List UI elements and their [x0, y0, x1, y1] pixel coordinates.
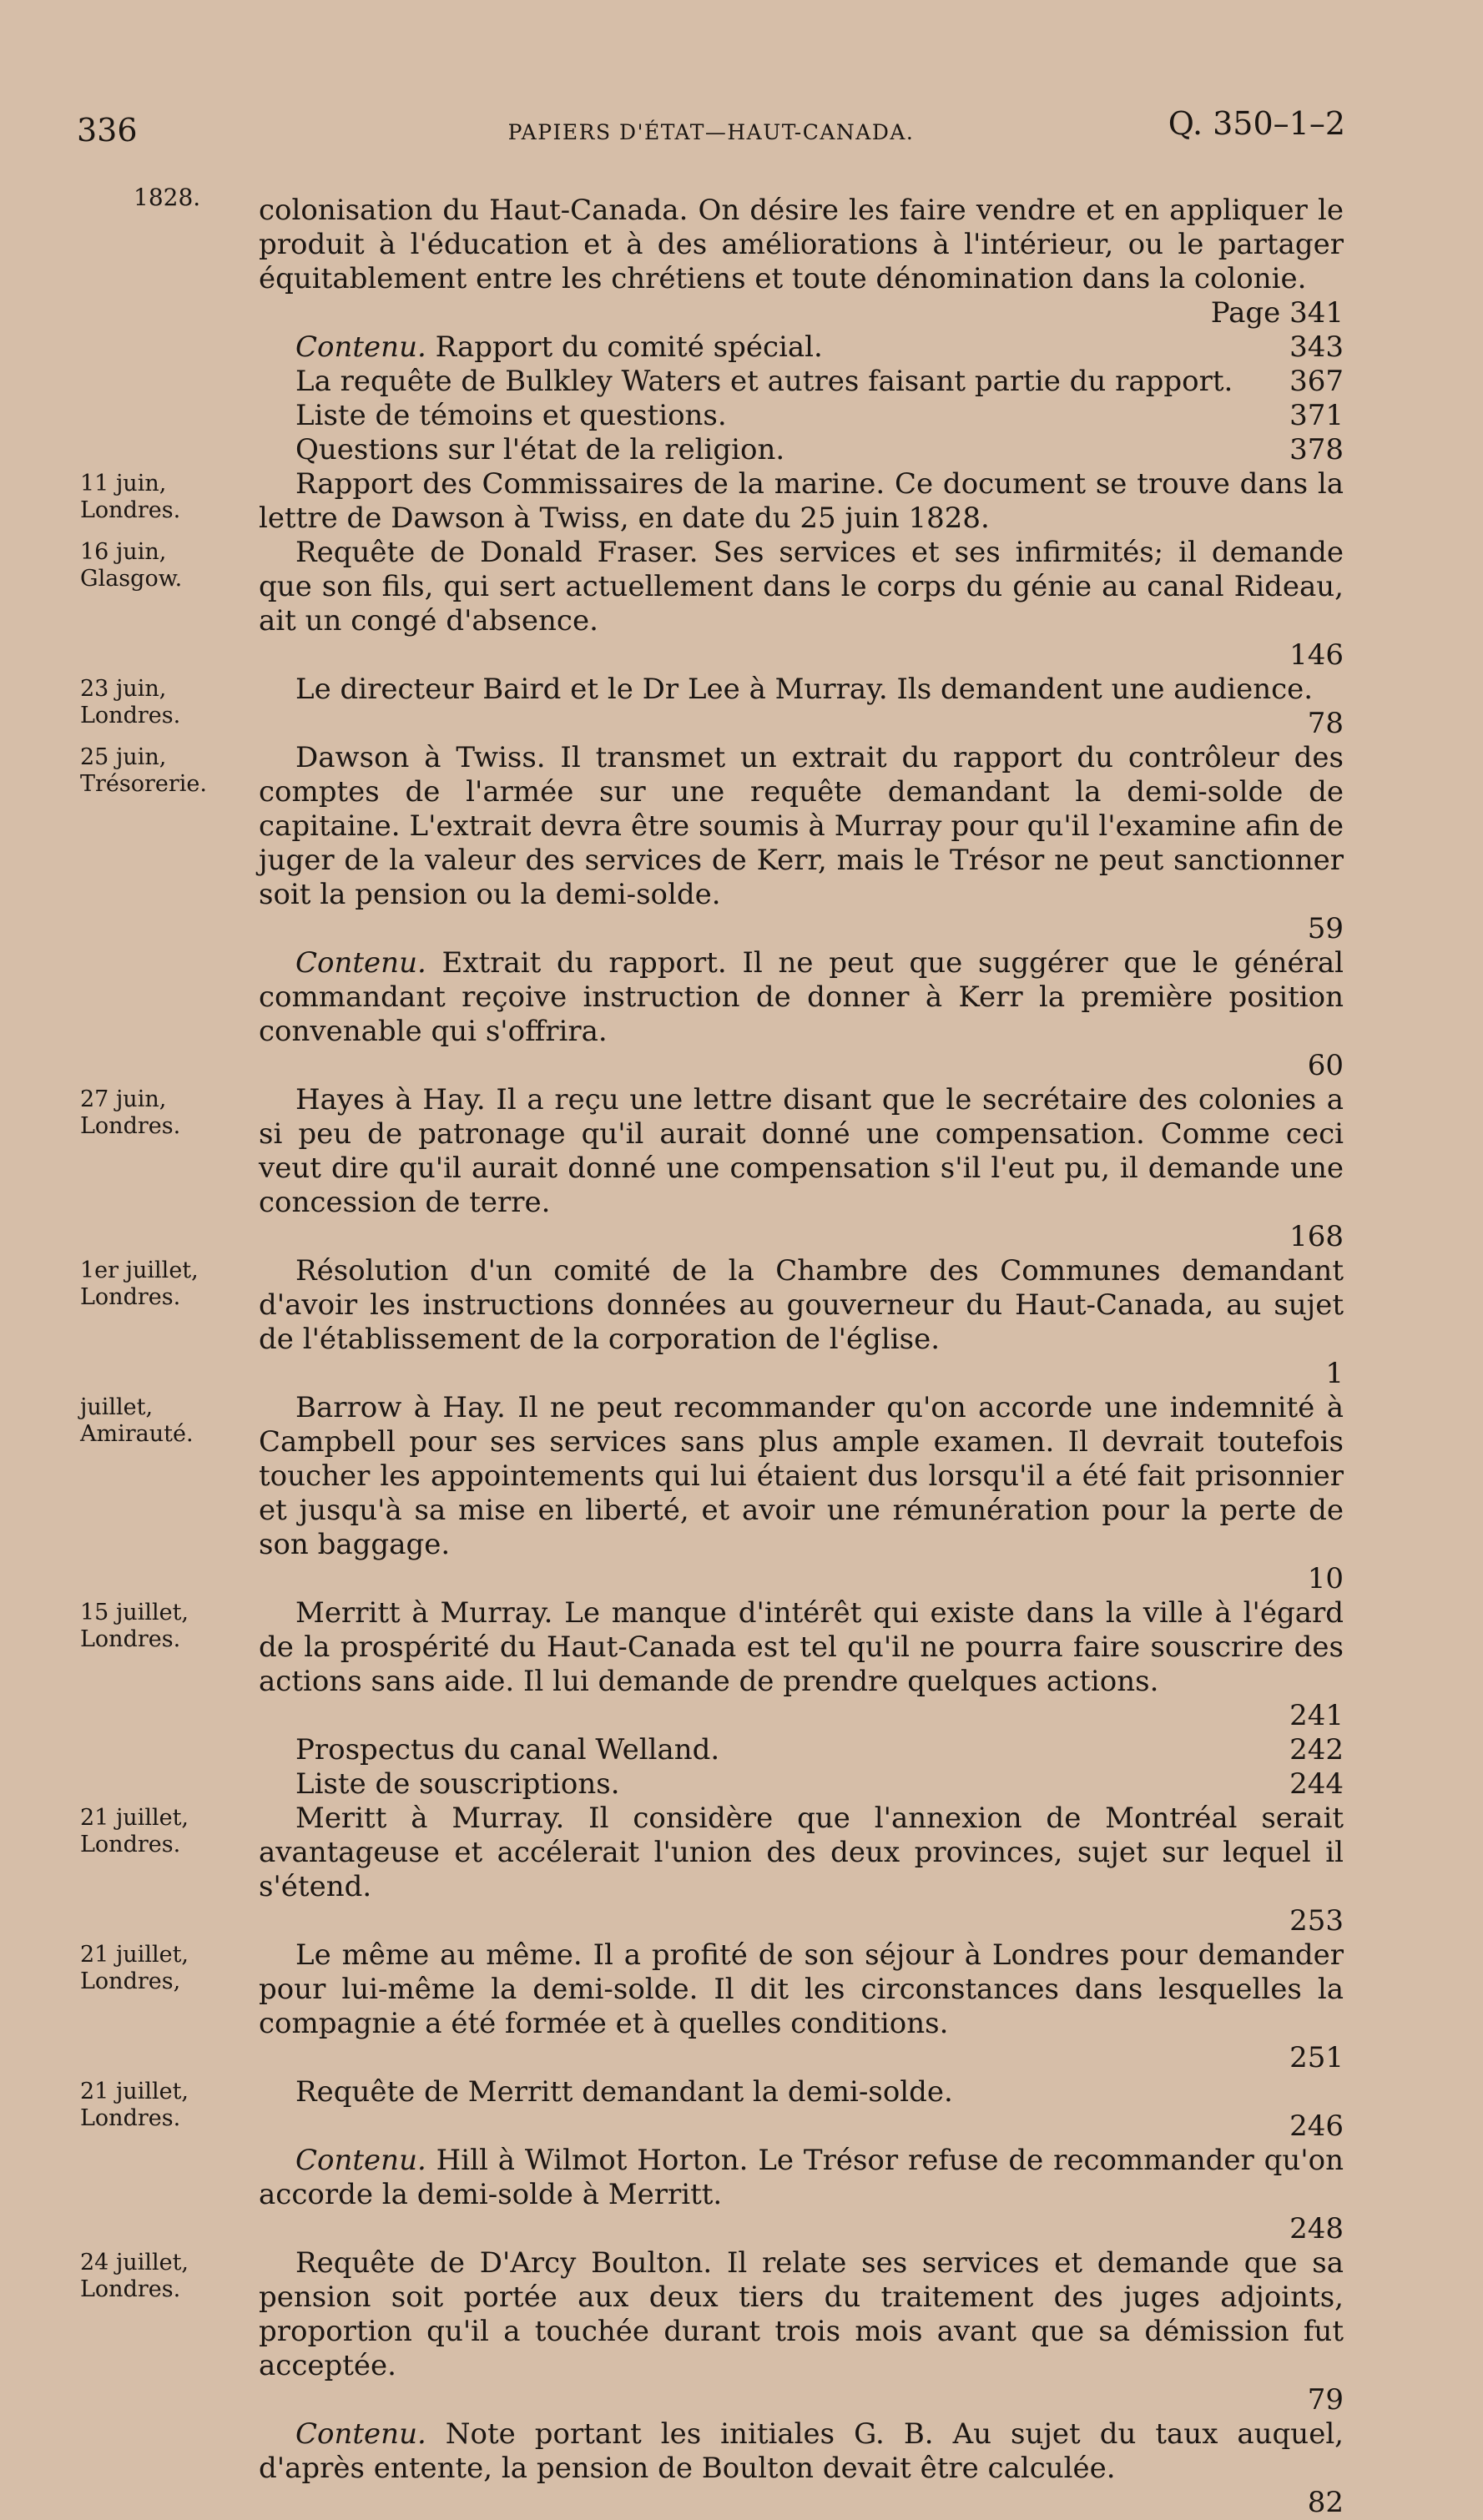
page-reference: 242	[1289, 1733, 1344, 1767]
entry-date-place	[80, 539, 247, 592]
entry-text: Requête de D'Arcy Boulton. Il relate ses services et demande que sa pension soit portée aux deux tiers du traitement des juges adjoints, proportion qu'il a touchée durant trois mois avant que sa démission fut acceptée.	[259, 2246, 1344, 2382]
entry-date-place	[80, 1086, 247, 1140]
entry-paragraph	[259, 2144, 1344, 2246]
calendar-entry	[80, 467, 1344, 536]
margin-year: 1828.	[134, 184, 201, 211]
entry-place: Glasgow.	[80, 566, 183, 592]
calendar-entry	[259, 946, 1344, 1083]
entry-date: 25 juin,	[80, 744, 167, 770]
entry-date: juillet,	[80, 1394, 154, 1420]
entry-place: Londres.	[80, 1832, 181, 1857]
page-header	[77, 98, 1345, 149]
calendar-entry	[80, 741, 1344, 946]
entry-date: 21 juillet,	[80, 1805, 189, 1831]
calendar-entry	[80, 536, 1344, 673]
entry-text: Rapport des Commissaires de la marine. Ce document se trouve dans la lettre de Dawson à Twiss, en date du 25 juin 1828.	[259, 467, 1344, 535]
page-reference: 253	[1289, 1904, 1344, 1938]
content-line	[259, 1733, 1344, 1767]
content-text: Liste de témoins et questions.	[295, 399, 727, 432]
entry-date: 23 juin,	[80, 676, 167, 702]
entry-text: Barrow à Hay. Il ne peut recommander qu'on accorde une indemnité à Campbell pour ses services sans plus ample examen. Il devrait toutefois toucher les appointements qui lui étaient dus lorsqu'il a été fait prisonnier et jusqu'à sa mise en liberté, et avoir une rémunération pour la perte de son baggage.	[259, 1391, 1344, 1561]
calendar-entry	[259, 2144, 1344, 2246]
page-reference: 246	[1289, 2109, 1344, 2143]
entry-paragraph	[259, 536, 1344, 673]
content-line	[259, 399, 1344, 433]
entry-date-place	[80, 744, 247, 798]
calendar-entry	[80, 1938, 1344, 2075]
entry-place: Londres.	[80, 1284, 181, 1310]
entry-date: 24 juillet,	[80, 2250, 189, 2276]
entry-date-place	[80, 2079, 247, 2132]
calendar-entry	[259, 2417, 1344, 2520]
intro-text: colonisation du Haut-Canada. On désire les faire vendre et en appliquer le produit à l'éducation et à des améliorations à l'intérieur, ou le partager équitablement entre les chrétiens et toute dénomination dans la colonie.	[259, 194, 1344, 295]
calendar-entry	[80, 1391, 1344, 1596]
calendar-entry	[80, 673, 1344, 741]
entry-paragraph	[259, 1083, 1344, 1254]
entry-place: Londres.	[80, 497, 181, 523]
entry-place: Londres.	[80, 703, 181, 728]
contenu-label: Contenu.	[295, 946, 426, 980]
entry-list	[80, 1802, 1344, 2520]
page-reference: 371	[1289, 399, 1344, 432]
page-reference: 168	[1289, 1220, 1344, 1253]
entry-place: Londres,	[80, 1968, 181, 1994]
contenu-label: Contenu.	[295, 330, 426, 364]
entry-date: 21 juillet,	[80, 2079, 189, 2104]
entry-list	[80, 467, 1344, 1733]
page-reference: 60	[1307, 1049, 1344, 1082]
entry-date-place	[80, 1394, 247, 1448]
content-text: Questions sur l'état de la religion.	[295, 433, 785, 466]
entry-date-place	[80, 1805, 247, 1858]
page-reference: 10	[1307, 1562, 1344, 1595]
entry-paragraph	[259, 946, 1344, 1083]
content-text: Prospectus du canal Welland.	[295, 1733, 720, 1767]
entry-place: Londres.	[80, 2276, 181, 2302]
entry-date: 27 juin,	[80, 1086, 167, 1112]
content-text: Rapport du comité spécial.	[426, 330, 823, 364]
entry-paragraph	[259, 1596, 1344, 1733]
running-title: PAPIERS D'ÉTAT—HAUT-CANADA.	[507, 120, 915, 144]
page-reference: 244	[1289, 1767, 1344, 1801]
page-reference: 343	[1289, 330, 1344, 364]
entry-paragraph	[259, 1802, 1344, 1938]
intro-contents	[259, 330, 1344, 467]
entry-paragraph	[259, 2417, 1344, 2520]
entry-text: Requête de Donald Fraser. Ses services et ses infirmités; il demande que son fils, qui sert actuellement dans le corps du génie au canal Rideau, ait un congé d'absence.	[259, 536, 1344, 638]
page-reference: Page 341	[1210, 296, 1344, 330]
entry-text: Merritt à Murray. Le manque d'intérêt qui existe dans la ville à l'égard de la prospérité du Haut-Canada est tel qu'il ne pourra faire souscrire des actions sans aide. Il lui demande de prendre quelques actions.	[259, 1596, 1344, 1698]
entry-date-place	[80, 2250, 247, 2303]
entry-date-place	[80, 471, 247, 524]
page-reference: 82	[1307, 2486, 1344, 2519]
entry-text: Hill à Wilmot Horton. Le Trésor refuse de recommander qu'on accorde la demi-solde à Merritt.	[259, 2144, 1344, 2211]
entry-text: Extrait du rapport. Il ne peut que suggérer que le général commandant reçoive instruction de donner à Kerr la première position convenable qui s'offrira.	[259, 946, 1344, 1048]
entry-text: Requête de Merritt demandant la demi-solde.	[295, 2075, 953, 2109]
entry-date: 21 juillet,	[80, 1942, 189, 1968]
entry-place: Londres.	[80, 2105, 181, 2131]
page-reference: 146	[1289, 638, 1344, 672]
contenu-label: Contenu.	[295, 2417, 426, 2451]
page-reference: 241	[1289, 1699, 1344, 1732]
page-reference: 367	[1289, 365, 1344, 398]
entry-place: Trésorerie.	[80, 771, 207, 797]
entry-place: Amirauté.	[80, 1421, 194, 1447]
entry-text: Meritt à Murray. Il considère que l'annexion de Montréal serait avantageuse et accélerait l'union des deux provinces, sujet sur lequel il s'étend.	[259, 1802, 1344, 1903]
entry-date-place	[80, 1942, 247, 1995]
content-line	[259, 330, 1344, 365]
page-reference: 1	[1325, 1357, 1344, 1390]
entry-date-place	[80, 1257, 247, 1311]
entry-date: 15 juillet,	[80, 1600, 189, 1625]
calendar-entry	[80, 2246, 1344, 2417]
entry-paragraph	[259, 1254, 1344, 1391]
entry-text: Dawson à Twiss. Il transmet un extrait du rapport du contrôleur des comptes de l'armée sur une requête demandant la demi-solde de capitaine. L'extrait devra être soumis à Murray pour qu'il l'examine afin de juger de la valeur des services de Kerr, mais le Trésor ne peut sanctionner soit la pension ou la demi-solde.	[259, 741, 1344, 911]
content-text: Liste de souscriptions.	[295, 1767, 620, 1801]
merritt-contents	[259, 1733, 1344, 1802]
entry-paragraph	[259, 2075, 1344, 2144]
entry-paragraph	[259, 741, 1344, 946]
content-line	[259, 365, 1344, 399]
entry-paragraph	[259, 1391, 1344, 1596]
entry-paragraph	[259, 673, 1344, 741]
calendar-entry	[80, 1802, 1344, 1938]
page-reference: 79	[1307, 2383, 1344, 2417]
calendar-entry	[80, 1083, 1344, 1254]
entry-date: 1er juillet,	[80, 1257, 199, 1283]
page-reference: 78	[1307, 707, 1344, 740]
entry-place: Londres.	[80, 1113, 181, 1139]
entry-text: Le directeur Baird et le Dr Lee à Murray. Ils demandent une audience.	[295, 673, 1314, 706]
page-reference: 378	[1289, 433, 1344, 466]
content-text: La requête de Bulkley Waters et autres faisant partie du rapport.	[295, 365, 1233, 398]
content-line	[259, 433, 1344, 467]
entry-text: Résolution d'un comité de la Chambre des Communes demandant d'avoir les instructions données au gouverneur du Haut-Canada, au sujet de l'établissement de la corporation de l'église.	[259, 1254, 1344, 1356]
entry-date-place	[80, 1600, 247, 1653]
entry-text: Hayes à Hay. Il a reçu une lettre disant que le secrétaire des colonies a si peu de patronage qu'il aurait donné une compensation. Comme ceci veut dire qu'il aurait donné une compensation s'il l'eut pu, il demande une concession de terre.	[259, 1083, 1344, 1219]
content-line	[259, 1767, 1344, 1802]
page-number: 336	[77, 112, 138, 149]
calendar-entry	[80, 2075, 1344, 2144]
entry-date: 11 juin,	[80, 471, 167, 496]
calendar-body	[80, 194, 1344, 2520]
contenu-label: Contenu.	[295, 2144, 426, 2177]
entry-date-place	[80, 676, 247, 729]
entry-text: Note portant les initiales G. B. Au sujet du taux auquel, d'après entente, la pension de Boulton devait être calculée.	[259, 2417, 1344, 2485]
page-reference: 248	[1289, 2212, 1344, 2245]
intro-paragraph	[259, 194, 1344, 330]
calendar-entry	[80, 1596, 1344, 1733]
archive-reference: Q. 350–1–2	[1168, 105, 1345, 142]
entry-date: 16 juin,	[80, 539, 167, 565]
page-reference: 251	[1289, 2041, 1344, 2074]
calendar-entry	[80, 1254, 1344, 1391]
entry-paragraph	[259, 2246, 1344, 2417]
entry-text: Le même au même. Il a profité de son séjour à Londres pour demander pour lui-même la demi-solde. Il dit les circonstances dans lesquelles la compagnie a été formée et à quelles conditions.	[259, 1938, 1344, 2040]
entry-place: Londres.	[80, 1626, 181, 1652]
entry-paragraph	[259, 1938, 1344, 2075]
page-reference: 59	[1307, 912, 1344, 945]
entry-paragraph	[259, 467, 1344, 536]
